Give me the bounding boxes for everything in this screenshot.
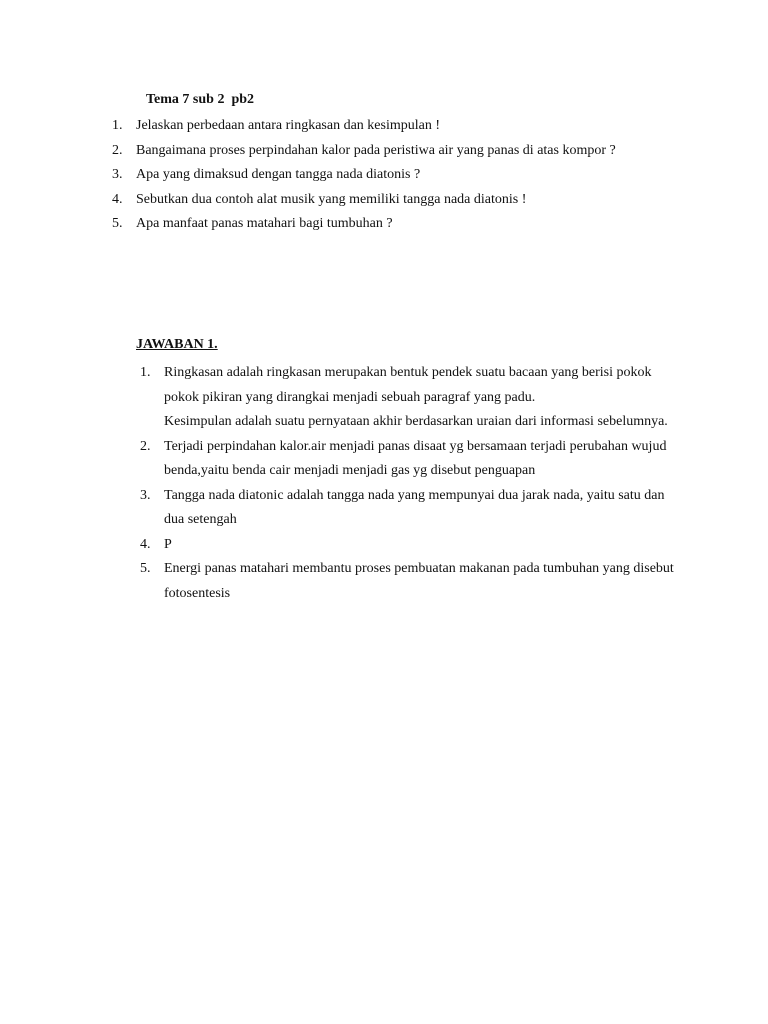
question-text: Sebutkan dua contoh alat musik yang memiliki tangga nada diatonis ! xyxy=(136,191,527,207)
question-text: Apa manfaat panas matahari bagi tumbuhan ? xyxy=(136,216,393,232)
answer-list xyxy=(140,361,700,606)
answer-number: 5. xyxy=(140,561,151,576)
answer-line: Terjadi perpindahan kalor.air menjadi panas disaat yg bersamaan terjadi perubahan wujud xyxy=(164,438,667,454)
question-list xyxy=(112,116,616,239)
question-number: 4. xyxy=(112,191,123,207)
answer-item xyxy=(140,533,700,558)
answer-item xyxy=(140,484,700,533)
answer-text xyxy=(164,484,700,533)
question-number: 1. xyxy=(112,118,123,133)
question-number: 3. xyxy=(112,167,123,183)
question-text: Jelaskan perbedaan antara ringkasan dan kesimpulan ! xyxy=(136,118,440,133)
answer-number: 1. xyxy=(140,365,151,380)
answer-text xyxy=(164,557,700,606)
answer-text xyxy=(164,361,700,435)
answer-item xyxy=(140,361,700,435)
answer-item xyxy=(140,435,700,484)
answer-line: Ringkasan adalah ringkasan merupakan bentuk pendek suatu bacaan yang berisi pokok xyxy=(164,365,652,380)
answer-line: pokok pikiran yang dirangkai menjadi sebuah paragraf yang padu. xyxy=(164,389,536,405)
answer-line: P xyxy=(164,536,172,552)
question-item xyxy=(112,165,616,190)
answer-number: 3. xyxy=(140,487,151,503)
question-item xyxy=(112,141,616,166)
question-number: 2. xyxy=(112,142,123,158)
answer-text xyxy=(164,435,700,484)
answer-item xyxy=(140,557,700,606)
answer-text xyxy=(164,533,700,558)
answer-line: Kesimpulan adalah suatu pernyataan akhir berdasarkan uraian dari informasi sebelumnya. xyxy=(164,414,668,429)
question-item xyxy=(112,190,616,215)
answer-line: Tangga nada diatonic adalah tangga nada yang mempunyai dua jarak nada, yaitu satu dan xyxy=(164,487,665,503)
answer-number: 2. xyxy=(140,438,151,454)
question-text: Apa yang dimaksud dengan tangga nada diatonis ? xyxy=(136,167,421,183)
answer-line: benda,yaitu benda cair menjadi menjadi gas yg disebut penguapan xyxy=(164,463,536,478)
question-item xyxy=(112,116,616,141)
question-number: 5. xyxy=(112,216,123,232)
answer-line: Energi panas matahari membantu proses pembuatan makanan pada tumbuhan yang disebut xyxy=(164,561,674,576)
answers-heading: JAWABAN 1. xyxy=(136,337,218,352)
answer-line: dua setengah xyxy=(164,512,237,527)
document-title: Tema 7 sub 2 pb2 xyxy=(146,92,255,107)
question-text: Bangaimana proses perpindahan kalor pada peristiwa air yang panas di atas kompor ? xyxy=(136,142,616,158)
answer-line: fotosentesis xyxy=(164,585,231,601)
answer-number: 4. xyxy=(140,536,151,552)
question-item xyxy=(112,214,616,239)
